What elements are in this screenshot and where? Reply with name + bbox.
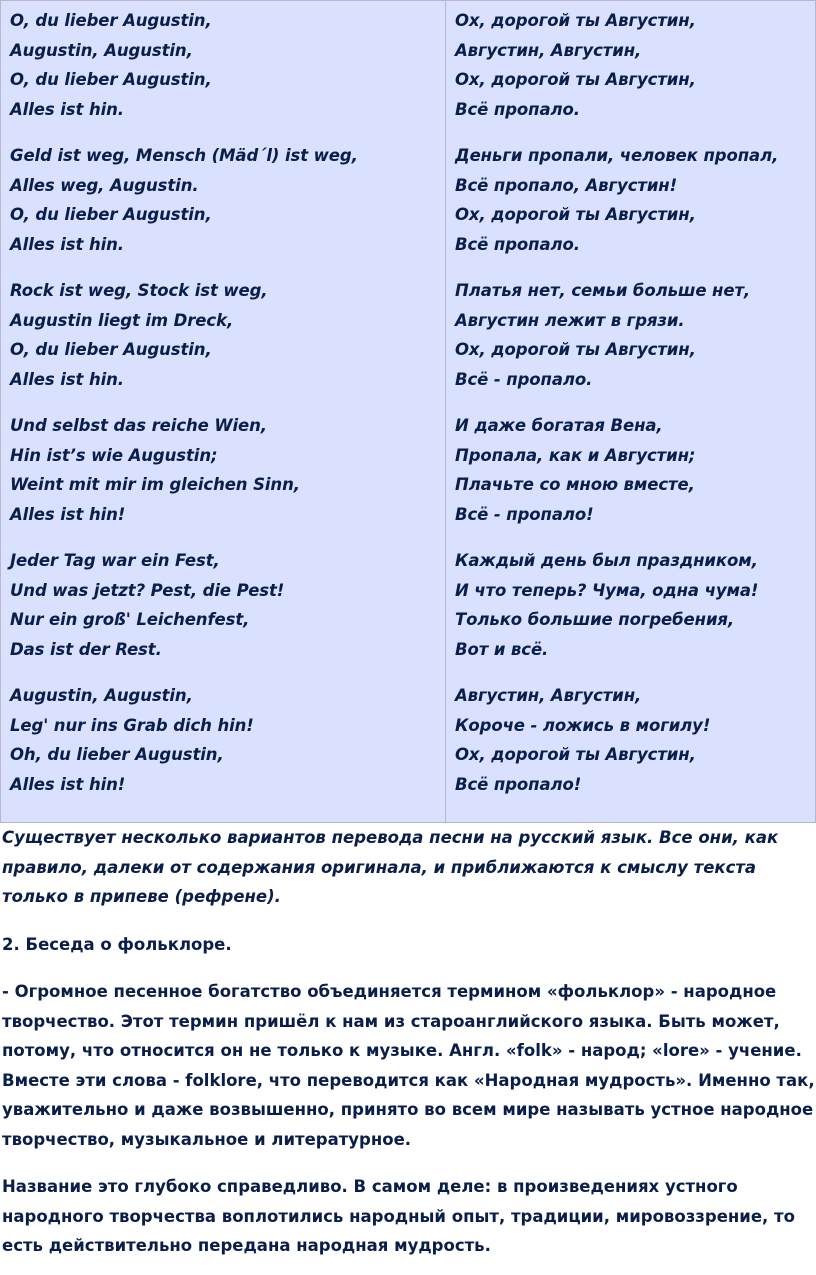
german-line: Geld ist weg, Mensch (Mäd´l) ist weg,: [10, 146, 358, 165]
russian-line: Ох, дорогой ты Августин,: [455, 745, 696, 764]
russian-line: Ох, дорогой ты Августин,: [455, 205, 696, 224]
german-line: Oh, du lieber Augustin,: [10, 745, 224, 764]
translation-note: Существует несколько вариантов перевода песни на русский язык. Все они, как правило, далеки от содержания оригинала, и приближаются к смыслу текста только в припеве (рефрене).: [2, 828, 779, 906]
russian-stanza: [455, 141, 815, 259]
paragraph-folklore-term: - Огромное песенное богатство объединяется термином «фольклор» - народное творчество. Этот термин пришёл к нам из староанглийского языка. Быть может, потому, что относится он не только к музыке. Англ. «folk» - народ; «lore» - учение. Вместе эти слова - folklore, что переводится как «Народная мудрость». Именно так, уважительно и даже возвышенно, принято во всем мире называть устное народное творчество, музыкальное и литературное.: [2, 982, 815, 1149]
russian-lyrics-column: [446, 1, 815, 822]
russian-stanza: [455, 6, 815, 124]
russian-line: Всё пропало.: [455, 99, 580, 119]
german-lyrics-column: [1, 1, 446, 822]
russian-line: Каждый день был праздником,: [455, 551, 758, 570]
body-text: [0, 823, 816, 1261]
german-line: Augustin, Augustin,: [10, 40, 193, 60]
russian-line: Пропала, как и Августин;: [455, 445, 696, 465]
russian-line: Всё - пропало.: [455, 369, 593, 389]
russian-stanza: [455, 276, 815, 394]
russian-line: Только большие погребения,: [455, 610, 735, 629]
russian-line: И даже богатая Вена,: [455, 416, 663, 435]
german-line: Das ist der Rest.: [10, 639, 162, 659]
german-line: Weint mit mir im gleichen Sinn,: [10, 475, 300, 494]
russian-line: Всё пропало!: [455, 774, 582, 794]
russian-line: Вот и всё.: [455, 639, 549, 659]
russian-line: Плачьте со мною вместе,: [455, 475, 695, 494]
german-line: Alles ist hin!: [10, 774, 126, 794]
german-stanza: [10, 276, 445, 394]
russian-stanza: [455, 546, 815, 664]
russian-line: Всё пропало, Августин!: [455, 175, 678, 195]
russian-line: И что теперь? Чума, одна чума!: [455, 580, 759, 600]
german-line: O, du lieber Augustin,: [10, 340, 212, 359]
german-stanza: [10, 411, 445, 529]
german-line: Alles ist hin.: [10, 369, 124, 389]
german-line: Augustin liegt im Dreck,: [10, 310, 234, 330]
german-line: Hin ist’s wie Augustin;: [10, 445, 218, 465]
german-line: Leg' nur ins Grab dich hin!: [10, 715, 254, 735]
german-stanza: [10, 6, 445, 124]
german-line: O, du lieber Augustin,: [10, 70, 212, 89]
german-line: Alles ist hin!: [10, 504, 126, 524]
russian-line: Всё - пропало!: [455, 504, 594, 524]
german-line: Und was jetzt? Pest, die Pest!: [10, 580, 285, 600]
german-line: Und selbst das reiche Wien,: [10, 416, 267, 435]
russian-line: Ох, дорогой ты Августин,: [455, 70, 696, 89]
russian-stanza: [455, 411, 815, 529]
german-line: Alles weg, Augustin.: [10, 175, 199, 195]
german-line: Alles ist hin.: [10, 99, 124, 119]
paragraph-folk-wisdom: Название это глубоко справедливо. В самом деле: в произведениях устного народного творчества воплотились народный опыт, традиции, мировоззрение, то есть действительно передана народная мудрость.: [2, 1177, 795, 1255]
russian-line: Августин, Августин,: [455, 40, 642, 60]
russian-line: Августин, Августин,: [455, 686, 642, 705]
german-line: O, du lieber Augustin,: [10, 11, 212, 30]
german-line: Augustin, Augustin,: [10, 686, 193, 705]
russian-line: Всё пропало.: [455, 234, 580, 254]
russian-line: Ох, дорогой ты Августин,: [455, 11, 696, 30]
german-line: Jeder Tag war ein Fest,: [10, 551, 220, 570]
german-line: Rock ist weg, Stock ist weg,: [10, 281, 268, 300]
german-line: Alles ist hin.: [10, 234, 124, 254]
russian-line: Ох, дорогой ты Августин,: [455, 340, 696, 359]
russian-stanza: [455, 681, 815, 799]
german-stanza: [10, 546, 445, 664]
section-heading: 2. Беседа о фольклоре.: [2, 934, 232, 954]
russian-line: Деньги пропали, человек пропал,: [455, 146, 779, 165]
german-stanza: [10, 681, 445, 799]
german-line: O, du lieber Augustin,: [10, 205, 212, 224]
russian-line: Платья нет, семьи больше нет,: [455, 281, 751, 300]
russian-line: Августин лежит в грязи.: [455, 310, 685, 330]
german-line: Nur ein groß' Leichenfest,: [10, 610, 250, 629]
german-stanza: [10, 141, 445, 259]
russian-line: Короче - ложись в могилу!: [455, 715, 711, 735]
